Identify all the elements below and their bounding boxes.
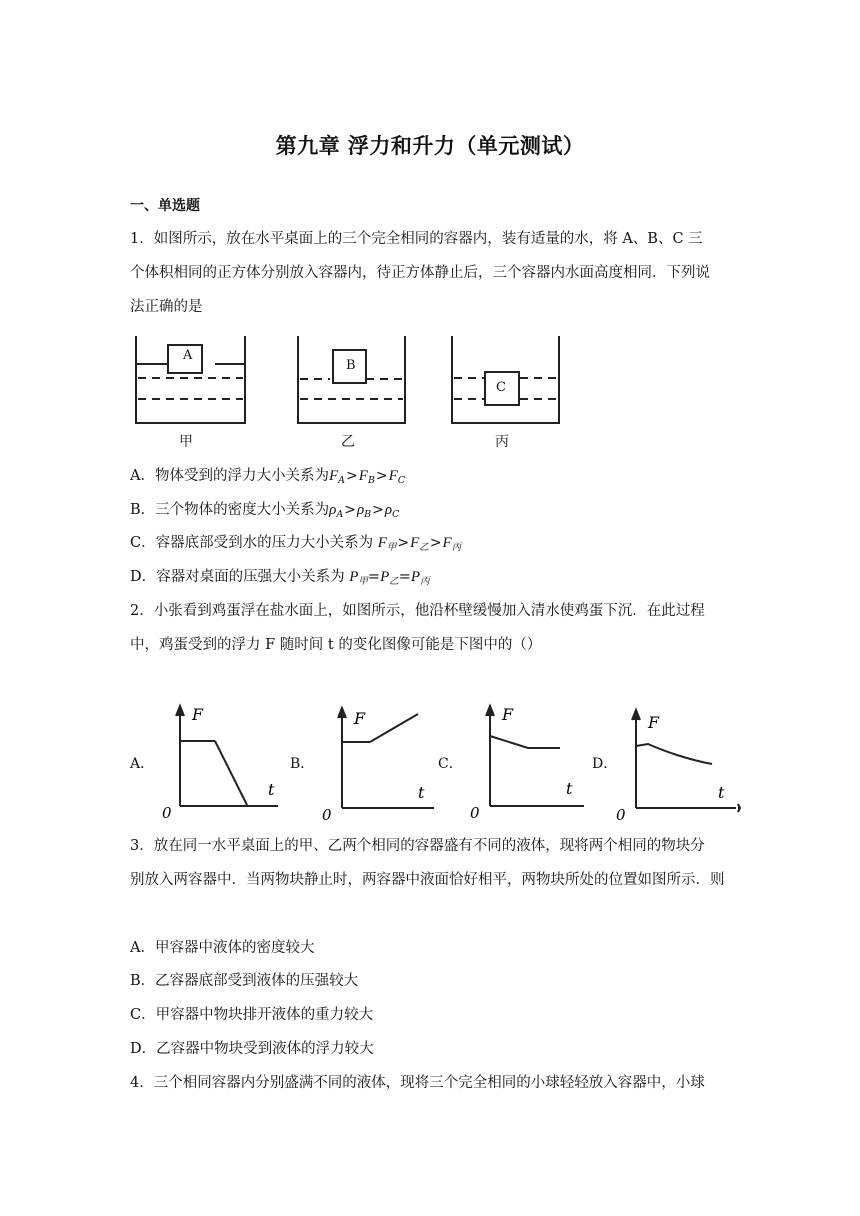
q2-graph-c xyxy=(466,700,591,825)
question-2-text xyxy=(130,594,735,662)
block-label-c: C xyxy=(496,380,506,395)
q2-choice-d: D． xyxy=(592,756,618,772)
question-4-text xyxy=(130,1066,735,1100)
axis-label-f: F xyxy=(192,705,204,724)
q1-option-c: C．容器底部受到水的压力大小关系为 $F_甲>F_乙>F_丙$ xyxy=(130,535,462,553)
q1-option-a: A．物体受到的浮力大小关系为$F_A>F_B>F_C$ xyxy=(130,468,406,486)
q3-option-a: A．甲容器中液体的密度较大 xyxy=(130,940,315,956)
question-3-line: 3．放在同一水平桌面上的甲、乙两个相同的容器盛有不同的液体，现将两个相同的物块分 xyxy=(130,838,705,854)
question-2-line: 2．小张看到鸡蛋浮在盐水面上，如图所示，他沿杯壁缓慢加入清水使鸡蛋下沉．在此过程 xyxy=(130,603,705,619)
q1-option-d: D．容器对桌面的压强大小关系为 $P_甲=P_乙=P_丙$ xyxy=(130,569,430,587)
q2-choice-b: B． xyxy=(290,756,315,772)
question-1-line: 个体积相同的正方体分别放入容器内，待正方体静止后，三个容器内水面高度相同．下列说 xyxy=(130,265,710,281)
q3-option-b: B．乙容器底部受到液体的压强较大 xyxy=(130,973,359,989)
question-1-line: 法正确的是 xyxy=(130,299,203,315)
section-heading: 一、单选题 xyxy=(130,198,200,214)
q2-choice-c: C． xyxy=(438,756,463,772)
axis-label-t: t xyxy=(268,780,275,799)
block-label-b: B xyxy=(346,358,356,373)
question-2-line: 中，鸡蛋受到的浮力 F 随时间 t 的变化图像可能是下图中的（） xyxy=(130,637,542,653)
question-1-text xyxy=(130,222,735,324)
q2-graph-a xyxy=(160,700,290,825)
caption-jia: 甲 xyxy=(179,434,193,450)
caption-yi: 乙 xyxy=(341,434,355,450)
q2-graph-d xyxy=(614,702,744,827)
caption-bing: 丙 xyxy=(495,434,509,450)
question-4-line: 4．三个相同容器内分别盛满不同的液体，现将三个完全相同的小球轻轻放入容器中，小球 xyxy=(130,1075,705,1091)
origin-label: 0 xyxy=(616,806,626,824)
q2-graph-b xyxy=(318,700,448,825)
q1-option-b: B．三个物体的密度大小关系为$\rho_A>\rho_B>\rho_C$ xyxy=(130,502,400,520)
q3-option-d: D．乙容器中物块受到液体的浮力较大 xyxy=(130,1041,374,1057)
axis-label-f: F xyxy=(354,709,366,728)
q2-choice-a: A． xyxy=(130,756,155,772)
block-label-a: A xyxy=(183,348,193,363)
axis-label-t: t xyxy=(718,783,725,802)
origin-label: 0 xyxy=(322,806,332,824)
axis-label-t: t xyxy=(566,779,573,798)
axis-label-f: F xyxy=(502,705,514,724)
axis-label-f: F xyxy=(648,713,660,732)
origin-label: 0 xyxy=(470,804,480,822)
q3-option-c: C．甲容器中物块排开液体的重力较大 xyxy=(130,1007,374,1023)
origin-label: 0 xyxy=(162,804,172,822)
question-3-text xyxy=(130,829,735,897)
question-1-line: 1．如图所示，放在水平桌面上的三个完全相同的容器内，装有适量的水，将 A、B、C 三 xyxy=(130,231,703,247)
question-3-line: 别放入两容器中．当两物块静止时，两容器中液面恰好相平，两物块所处的位置如图所示．则 xyxy=(130,872,725,888)
axis-label-t: t xyxy=(418,783,425,802)
page-title: 第九章 浮力和升力（单元测试） xyxy=(275,134,585,158)
